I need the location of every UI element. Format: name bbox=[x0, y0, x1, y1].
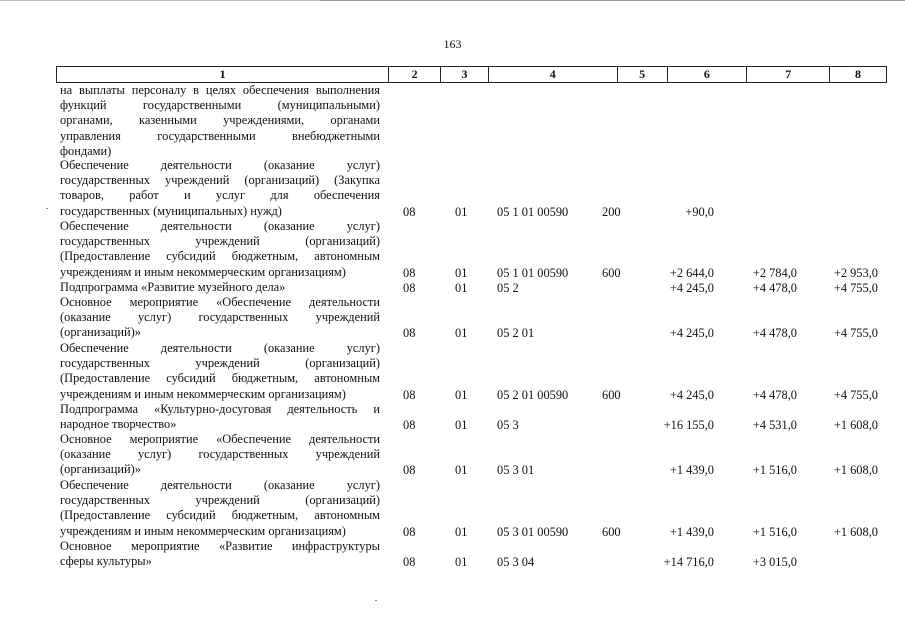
description-line: Обеспечение деятельности (оказание услуг) bbox=[60, 219, 380, 233]
expense-type-code: 600 bbox=[602, 524, 621, 539]
description-line: государственных учреждений (организаций) bbox=[60, 356, 380, 371]
description-line: Обеспечение деятельности (оказание услуг) bbox=[60, 341, 380, 355]
description-line: Обеспечение деятельности (оказание услуг) bbox=[60, 478, 380, 492]
description-line: (Предоставление субсидий бюджетным, автономным bbox=[60, 249, 380, 264]
table-row bbox=[0, 83, 905, 159]
header-col-8: 8 bbox=[829, 67, 886, 82]
section-code: 01 bbox=[455, 326, 468, 341]
description-line: (оказание услуг) государственных учреждений bbox=[60, 447, 380, 462]
row-description bbox=[60, 432, 380, 478]
amount-year-1: +2 644,0 bbox=[669, 265, 714, 280]
target-article-code: 05 1 01 00590 bbox=[497, 265, 569, 280]
description-line: (Предоставление субсидий бюджетным, автономным bbox=[60, 508, 380, 523]
table-row bbox=[0, 402, 905, 432]
amount-year-2: +4 478,0 bbox=[752, 281, 797, 295]
table-row bbox=[0, 432, 905, 478]
amount-year-3: +1 608,0 bbox=[833, 524, 878, 539]
amount-year-2: +4 531,0 bbox=[752, 418, 797, 433]
amount-year-2: +2 784,0 bbox=[752, 265, 797, 280]
ministry-code: 08 bbox=[403, 387, 416, 402]
expense-type-code: 600 bbox=[602, 387, 621, 402]
amount-year-1: +14 716,0 bbox=[663, 555, 714, 570]
description-line: фондами) bbox=[60, 143, 112, 158]
page-number: 163 bbox=[443, 37, 462, 51]
target-article-code: 05 3 01 00590 bbox=[497, 524, 569, 539]
amount-year-3: +1 608,0 bbox=[833, 418, 878, 433]
amount-year-1: +4 245,0 bbox=[669, 326, 714, 341]
header-col-1: 1 bbox=[219, 67, 226, 81]
amount-year-3: +2 953,0 bbox=[833, 265, 878, 280]
section-code: 01 bbox=[455, 204, 468, 219]
ministry-code: 08 bbox=[403, 265, 416, 280]
description-line: Основное мероприятие «Обеспечение деятельности bbox=[60, 295, 380, 309]
description-line: сферы культуры» bbox=[60, 554, 152, 569]
amount-year-3: +4 755,0 bbox=[833, 387, 878, 402]
table-row bbox=[0, 295, 905, 341]
target-article-code: 05 2 01 bbox=[497, 326, 535, 341]
target-article-code: 05 3 01 bbox=[497, 463, 535, 478]
header-col-6: 6 bbox=[667, 67, 747, 82]
description-line: (Предоставление субсидий бюджетным, автономным bbox=[60, 371, 380, 386]
table-row bbox=[0, 341, 905, 402]
section-code: 01 bbox=[455, 555, 468, 570]
row-description bbox=[60, 280, 380, 295]
row-description bbox=[60, 478, 380, 539]
amount-year-1: +90,0 bbox=[685, 204, 714, 219]
header-col-7: 7 bbox=[746, 67, 829, 82]
section-code: 01 bbox=[455, 418, 468, 433]
target-article-code: 05 3 04 bbox=[497, 555, 535, 570]
description-line: Обеспечение деятельности (оказание услуг) bbox=[60, 158, 380, 172]
description-line: государственных учреждений (организаций) bbox=[60, 493, 380, 508]
section-code: 01 bbox=[455, 387, 468, 402]
amount-year-3: +1 608,0 bbox=[833, 463, 878, 478]
amount-year-2: +1 516,0 bbox=[752, 463, 797, 478]
section-code: 01 bbox=[455, 265, 468, 280]
amount-year-1: +1 439,0 bbox=[669, 524, 714, 539]
header-col-2: 2 bbox=[388, 67, 440, 82]
amount-year-2: +4 478,0 bbox=[752, 387, 797, 402]
row-description bbox=[60, 83, 380, 159]
description-line: государственных учреждений (организаций) bbox=[60, 234, 380, 249]
header-col-5: 5 bbox=[617, 67, 667, 82]
row-description bbox=[60, 402, 380, 432]
description-line: (организаций)» bbox=[60, 462, 141, 477]
ministry-code: 08 bbox=[403, 326, 416, 341]
section-code: 01 bbox=[455, 463, 468, 478]
description-line: Подпрограмма «Развитие музейного дела» bbox=[60, 280, 286, 294]
amount-year-3: +4 755,0 bbox=[833, 326, 878, 341]
table-row bbox=[0, 478, 905, 539]
header-col-4: 4 bbox=[488, 67, 617, 82]
ministry-code: 08 bbox=[403, 204, 416, 219]
target-article-code: 05 1 01 00590 bbox=[497, 204, 569, 219]
description-line: органами, казенными учреждениями, органами bbox=[60, 113, 380, 128]
expense-type-code: 200 bbox=[602, 204, 621, 219]
row-description bbox=[60, 219, 380, 280]
header-col-3: 3 bbox=[440, 67, 488, 82]
description-line: Основное мероприятие «Развитие инфраструктуры bbox=[60, 539, 380, 553]
ministry-code: 08 bbox=[403, 555, 416, 570]
table-row bbox=[0, 539, 905, 569]
amount-year-1: +4 245,0 bbox=[669, 281, 714, 295]
row-description bbox=[60, 295, 380, 341]
ministry-code: 08 bbox=[403, 524, 416, 539]
scan-speck bbox=[46, 208, 48, 209]
description-line: государственных (муниципальных) нужд) bbox=[60, 203, 282, 218]
description-line: Подпрограмма «Культурно-досуговая деятельность и bbox=[60, 402, 380, 416]
table-row bbox=[0, 158, 905, 219]
target-article-code: 05 3 bbox=[497, 418, 519, 433]
description-line: народное творчество» bbox=[60, 417, 177, 432]
amount-year-1: +1 439,0 bbox=[669, 463, 714, 478]
ministry-code: 08 bbox=[403, 281, 416, 295]
target-article-code: 05 2 bbox=[497, 281, 519, 295]
description-line: (организаций)» bbox=[60, 325, 141, 340]
description-line: учреждениям и иным некоммерческим организациям) bbox=[60, 523, 346, 538]
description-line: функций государственными (муниципальными) bbox=[60, 98, 380, 113]
scan-speck bbox=[375, 600, 377, 601]
description-line: товаров, работ и услуг для обеспечения bbox=[60, 188, 380, 203]
amount-year-1: +16 155,0 bbox=[663, 418, 714, 433]
row-description bbox=[60, 539, 380, 569]
expense-type-code: 600 bbox=[602, 265, 621, 280]
amount-year-2: +4 478,0 bbox=[752, 326, 797, 341]
section-code: 01 bbox=[455, 281, 468, 295]
description-line: Основное мероприятие «Обеспечение деятельности bbox=[60, 432, 380, 446]
row-description bbox=[60, 158, 380, 219]
target-article-code: 05 2 01 00590 bbox=[497, 387, 569, 402]
description-line: учреждениям и иным некоммерческим организациям) bbox=[60, 386, 346, 401]
amount-year-2: +3 015,0 bbox=[752, 555, 797, 570]
amount-year-1: +4 245,0 bbox=[669, 387, 714, 402]
amount-year-3: +4 755,0 bbox=[833, 281, 878, 295]
table-row bbox=[0, 280, 905, 295]
description-line: учреждениям и иным некоммерческим организациям) bbox=[60, 264, 346, 279]
section-code: 01 bbox=[455, 524, 468, 539]
amount-year-2: +1 516,0 bbox=[752, 524, 797, 539]
description-line: (оказание услуг) государственных учреждений bbox=[60, 310, 380, 325]
description-line: управления государственными внебюджетными bbox=[60, 128, 380, 143]
description-line: государственных учреждений (организаций) (Закупка bbox=[60, 173, 380, 188]
ministry-code: 08 bbox=[403, 463, 416, 478]
ministry-code: 08 bbox=[403, 418, 416, 433]
description-line: на выплаты персоналу в целях обеспечения выполнения bbox=[60, 83, 380, 97]
row-description bbox=[60, 341, 380, 402]
table-row bbox=[0, 219, 905, 280]
